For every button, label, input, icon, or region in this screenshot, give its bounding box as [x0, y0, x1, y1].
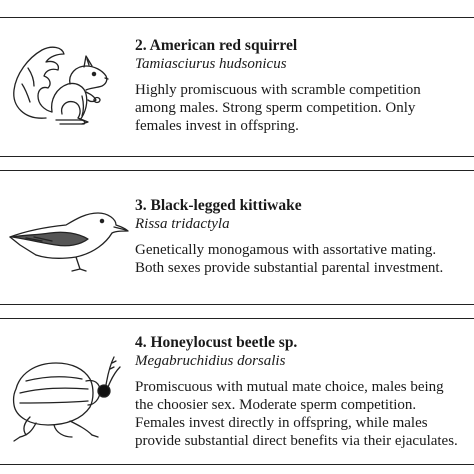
divider-1 — [0, 156, 474, 157]
description-line: Females invest directly in offspring, while males — [135, 415, 428, 431]
description-line: Highly promiscuous with scramble competition — [135, 82, 421, 98]
species-title: 4. Honeylocust beetle sp. — [135, 334, 298, 351]
entry-beetle — [0, 319, 474, 464]
species-title: 2. American red squirrel — [135, 37, 298, 54]
scientific-name: Tamiasciurus hudsonicus — [135, 56, 287, 72]
kittiwake-icon — [6, 201, 130, 273]
bottom-divider — [0, 464, 474, 465]
description-line: Genetically monogamous with assortative mating. — [135, 242, 437, 258]
scientific-name: Megabruchidius dorsalis — [135, 353, 286, 369]
description-line: the choosier sex. Moderate sperm competition. — [135, 397, 417, 413]
species-description — [135, 378, 470, 450]
beetle-icon — [6, 351, 124, 447]
divider-3 — [0, 304, 474, 305]
species-title: 3. Black-legged kittiwake — [135, 197, 302, 214]
entry-squirrel — [0, 18, 474, 156]
description-line: provide substantial direct benefits via their ejaculates. — [135, 433, 458, 449]
description-line: Both sexes provide substantial parental investment. — [135, 260, 444, 276]
entry-kittiwake — [0, 171, 474, 304]
squirrel-icon — [6, 40, 128, 132]
species-description — [135, 241, 470, 277]
description-line: Promiscuous with mutual mate choice, males being — [135, 379, 444, 395]
description-line: females invest in offspring. — [135, 118, 299, 134]
species-description — [135, 81, 470, 135]
scientific-name: Rissa tridactyla — [135, 216, 230, 232]
description-line: among males. Strong sperm competition. Only — [135, 100, 416, 116]
